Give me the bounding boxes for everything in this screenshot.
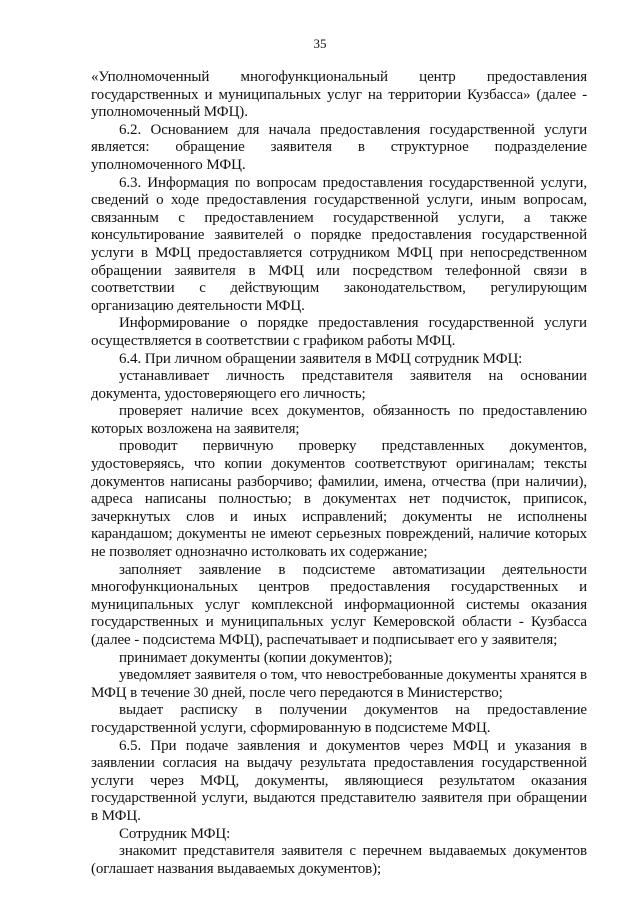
paragraph: 6.4. При личном обращении заявителя в МФЦ сотрудник МФЦ: [119,350,523,367]
paragraph: «Уполномоченный многофункциональный центр предоставления государственных и муниципальных услуг на территории Кузбасса» (далее - уполномоченный МФЦ). [91,69,587,121]
paragraph: заполняет заявление в подсистеме автоматизации деятельности многофункциональных центров предоставления государственных и муниципальных услуг комплексной информационной системы оказания государственных и муниципальных услуг Кемеровской области - Кузбасса (далее - подсистема МФЦ), распечатывает и подписывает его у заявителя; [91,561,587,648]
paragraph: 6.3. Информация по вопросам предоставления государственной услуги, сведений о ходе предоставления государственной услуги, иным вопросам, связанным с предоставлением государственной услуги, а также консультирование заявителей о порядке предоставления государственной услуги в МФЦ предоставляется сотрудником МФЦ при непосредственном обращении заявителя в МФЦ или посредством телефонной связи в соответствии с действующим законодательством, регулирующим организацию деятельности МФЦ. [91,174,587,314]
paragraph: знакомит представителя заявителя с перечнем выдаваемых документов (оглашает названия выдаваемых документов); [91,843,587,877]
paragraph: 6.2. Основанием для начала предоставления государственной услуги является: обращение заявителя в структурное подразделение уполномоченного МФЦ. [91,121,587,173]
paragraph: уведомляет заявителя о том, что невостребованные документы хранятся в МФЦ в течение 30 дней, после чего передаются в Министерство; [91,667,587,701]
paragraph: выдает расписку в получении документов на предоставление государственной услуги, сформированную в подсистеме МФЦ. [91,702,587,736]
paragraph: Информирование о порядке предоставления государственной услуги осуществляется в соответствии с графиком работы МФЦ. [91,315,587,349]
page-number: 35 [313,36,327,51]
paragraph: принимает документы (копии документов); [119,649,393,666]
document-body [91,69,587,878]
paragraph: проверяет наличие всех документов, обязанность по предоставлению которых возложена на заявителя; [91,403,587,437]
paragraph: 6.5. При подаче заявления и документов через МФЦ и указания в заявлении согласия на выдачу результата предоставления государственной услуги через МФЦ, документы, являющиеся результатом оказания государственной услуги, выдаются представителю заявителя при обращении в МФЦ. [91,737,587,824]
paragraph: проводит первичную проверку представленных документов, удостоверяясь, что копии документов соответствуют оригиналам; тексты документов написаны разборчиво; фамилии, имена, отчества (при наличии), адреса написаны полностью; в документах нет подчисток, приписок, зачеркнутых слов и иных исправлений; документы не исполнены карандашом; документы не имеют серьезных повреждений, наличие которых не позволяет однозначно истолковать их содержание; [91,438,587,561]
paragraph: Сотрудник МФЦ: [119,825,231,842]
paragraph: устанавливает личность представителя заявителя на основании документа, удостоверяющего его личность; [91,368,587,402]
